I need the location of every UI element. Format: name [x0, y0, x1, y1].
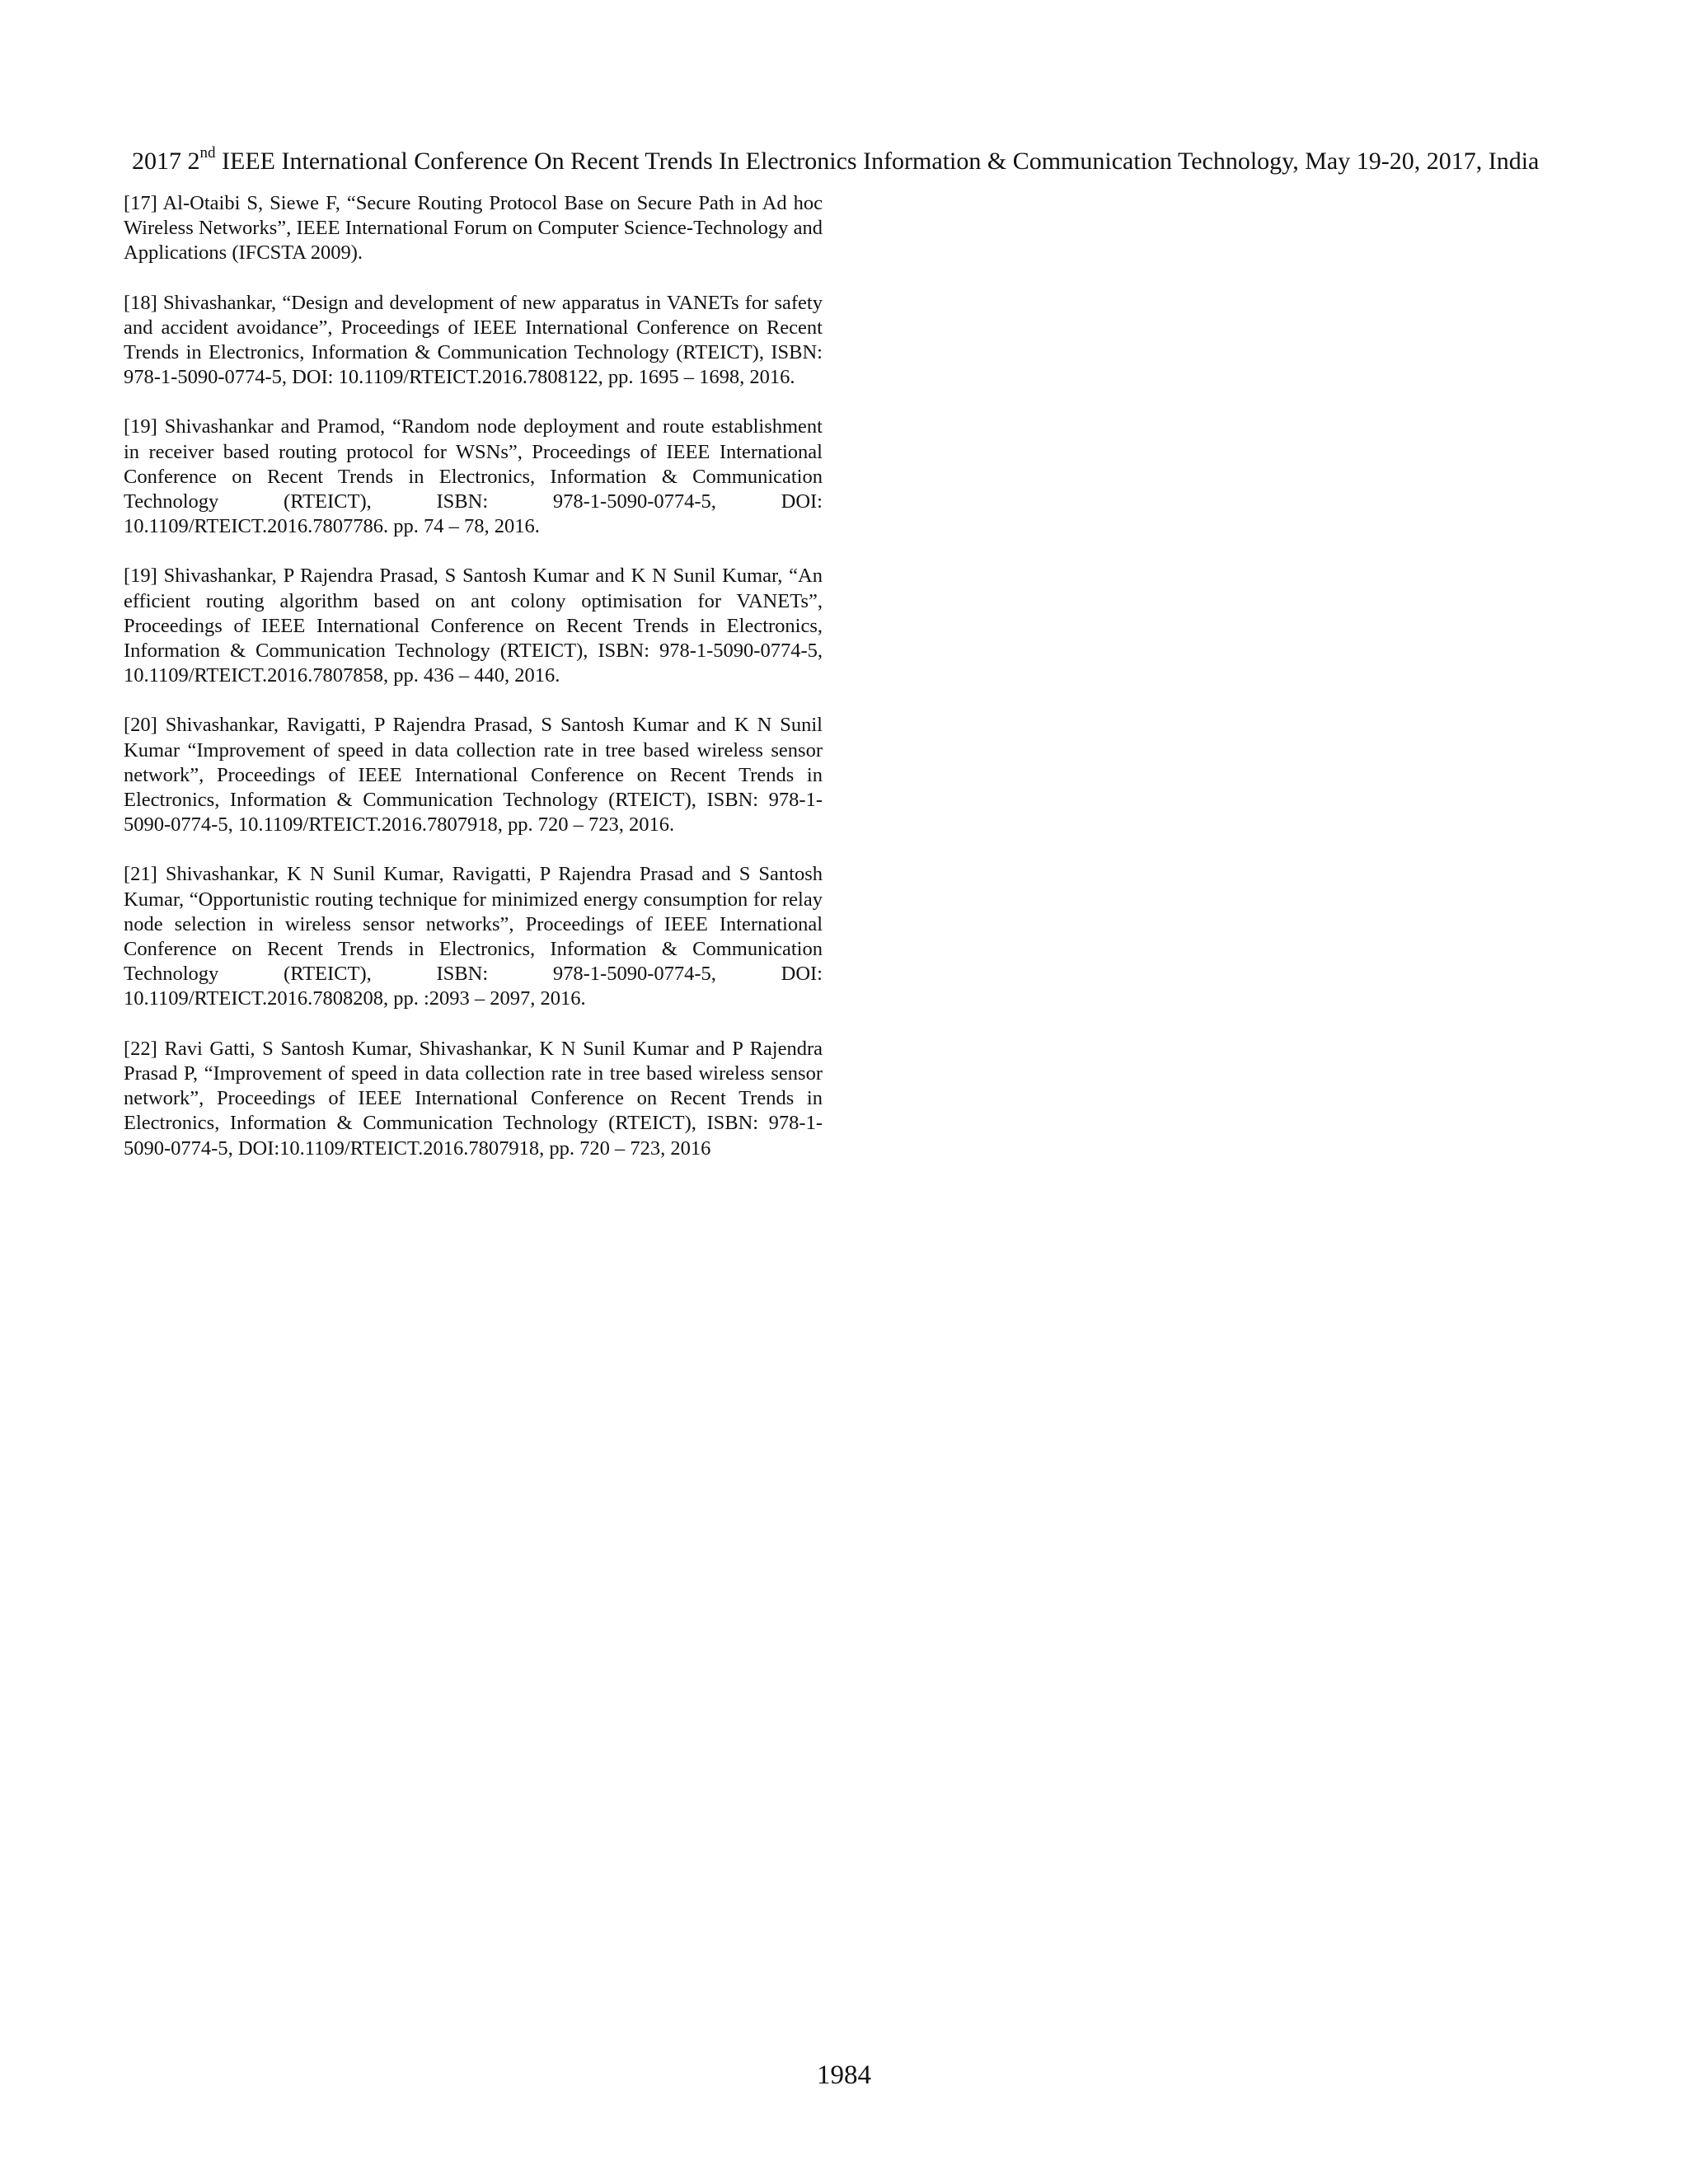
- header-conference-title: IEEE International Conference On Recent Trends In Electronics Information & Communication Technology, May 19-20, 2017, India: [215, 148, 1540, 175]
- reference-18: [18] Shivashankar, “Design and development of new apparatus in VANETs for safety and accident avoidance”, Proceedings of IEEE International Conference on Recent Trends in Electronics, Information & Communication Technology (RTEICT), ISBN: 978-1-5090-0774-5, DOI: 10.1109/RTEICT.2016.7808122, pp. 1695 – 1698, 2016.: [124, 291, 823, 389]
- header-year: 2017 2: [132, 148, 200, 175]
- reference-19-second: [19] Shivashankar, P Rajendra Prasad, S Santosh Kumar and K N Sunil Kumar, “An efficient routing algorithm based on ant colony optimisation for VANETs”, Proceedings of IEEE International Conference on Recent Trends in Electronics, Information & Communication Technology (RTEICT), ISBN: 978-1-5090-0774-5, 10.1109/RTEICT.2016.7807858, pp. 436 – 440, 2016.: [124, 565, 823, 687]
- reference-22: [22] Ravi Gatti, S Santosh Kumar, Shivashankar, K N Sunil Kumar and P Rajendra Prasad P, “Improvement of speed in data collection rate in tree based wireless sensor network”, Proceedings of IEEE International Conference on Recent Trends in Electronics, Information & Communication Technology (RTEICT), ISBN: 978-1-5090-0774-5, DOI:10.1109/RTEICT.2016.7807918, pp. 720 – 723, 2016: [124, 1037, 823, 1160]
- reference-21: [21] Shivashankar, K N Sunil Kumar, Ravigatti, P Rajendra Prasad and S Santosh Kumar, “Opportunistic routing technique for minimized energy consumption for relay node selection in wireless sensor networks”, Proceedings of IEEE International Conference on Recent Trends in Electronics, Information & Communication Technology (RTEICT), ISBN: 978-1-5090-0774-5, DOI: 10.1109/RTEICT.2016.7808208, pp. :2093 – 2097, 2016.: [124, 863, 823, 1010]
- running-header: [132, 143, 1566, 180]
- header-ordinal-suffix: nd: [199, 144, 216, 162]
- reference-19-first: [19] Shivashankar and Pramod, “Random node deployment and route establishment in receiver based routing protocol for WSNs”, Proceedings of IEEE International Conference on Recent Trends in Electronics, Information & Communication Technology (RTEICT), ISBN: 978-1-5090-0774-5, DOI: 10.1109/RTEICT.2016.7807786. pp. 74 – 78, 2016.: [124, 415, 823, 538]
- reference-20: [20] Shivashankar, Ravigatti, P Rajendra Prasad, S Santosh Kumar and K N Sunil Kumar “Improvement of speed in data collection rate in tree based wireless sensor network”, Proceedings of IEEE International Conference on Recent Trends in Electronics, Information & Communication Technology (RTEICT), ISBN: 978-1-5090-0774-5, 10.1109/RTEICT.2016.7807918, pp. 720 – 723, 2016.: [124, 714, 823, 837]
- reference-17: [17] Al-Otaibi S, Siewe F, “Secure Routing Protocol Base on Secure Path in Ad hoc Wireless Networks”, IEEE International Forum on Computer Science-Technology and Applications (IFCSTA 2009).: [124, 192, 823, 265]
- references-list: [124, 191, 823, 1186]
- page-number: 1984: [817, 2060, 871, 2090]
